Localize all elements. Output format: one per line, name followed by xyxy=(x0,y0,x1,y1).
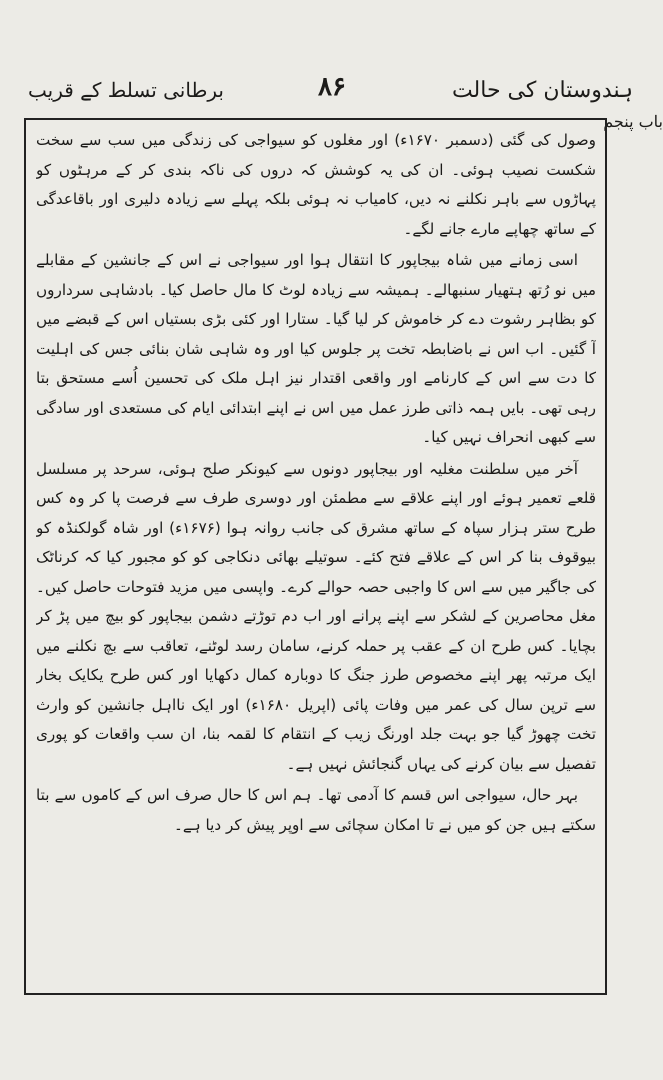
header-left-title: برطانی تسلط کے قریب xyxy=(28,78,224,102)
paragraph: اسی زمانے میں شاہ بیجاپور کا انتقال ہوا اور سیواجی نے اس کے جانشین کے مقابلے میں نو رُتھ ہتھیار سنبھالے۔ ہمیشہ سے زیادہ لوٹ کا مال حاصل کیا۔ بادشاہی سرداروں کو بظاہر رشوت دے کر خاموش کر لیا گیا۔ ستارا اور کئی بڑی بستیاں اس کے قبضے میں آ گئیں۔ اب اس نے باضابطہ تخت پر جلوس کیا اور وہ شاہی شان بنائی جس کی اہلیت کا دت سے اس کے کارنامے اور واقعی اقتدار نیز اہل ملک کی تحسین اُسے مستحق بتا رہی تھی۔ بایں ہمہ ذاتی طرز عمل میں اس نے اپنے ابتدائی ایام کی مستعدی اور سادگی سے کبھی انحراف نہیں کیا۔ xyxy=(36,251,596,446)
chapter-label: باب پنجم xyxy=(603,112,663,131)
paragraph: آخر میں سلطنت مغلیہ اور بیجاپور دونوں سے کیونکر صلح ہوئی، سرحد پر مسلسل قلعے تعمیر ہوئے اور اپنے علاقے سے مطمئن اور دوسری طرف سے فرصت پا کر وہ کس طرح ستر ہزار سپاہ کے ساتھ مشرق کی جانب روانہ ہوا (۱۶۷۶ء) اور شاہ گولکنڈہ کو بیوقوف بنا کر اس کے علاقے فتح کئے۔ سوتیلے بھائی دنکاجی کو کو مجبور کیا کہ کرناٹک کی جاگیر میں سے اس کا واجبی حصہ حوالے کرے۔ واپسی میں مزید فتوحات حاصل کیں۔ مغل محاصرین کے لشکر سے اپنے پرانے اور اب دم توڑتے دشمن بیجاپور کو بیچ میں پڑ کر بچایا۔ کس طرح ان کے عقب پر حملہ کرنے، سامان رسد لوٹنے، تعاقب سے بچ نکلنے میں ایک مرتبہ پھر اپنے مخصوص طرز جنگ کا دوبارہ کمال دکھایا اور کس طرح یکایک بخار سے ترپن سال کی عمر میں وفات پائی (اپریل ۱۶۸۰ء) اور ایک نااہل جانشین کو وارث تخت چھوڑ گیا جو بہت جلد اورنگ زیب کے انتقام کا لقمہ بنا، ان سب واقعات کو پوری تفصیل سے بیان کرنے کی یہاں گنجائش نہیں ہے۔ xyxy=(36,459,596,773)
running-header xyxy=(28,72,633,108)
paragraph: بہر حال، سیواجی اس قسم کا آدمی تھا۔ ہم اس کا حال صرف اس کے کاموں سے بتا سکتے ہیں جن کو میں نے تا امکان سچائی سے اوپر پیش کر دیا ہے۔ xyxy=(36,786,596,834)
paragraph: وصول کی گئی (دسمبر ۱۶۷۰ء) اور مغلوں کو سیواجی کی زندگی میں سب سے سخت شکست نصیب ہوئی۔ ان کی یہ کوشش کہ دروں کی ناکہ بندی کر کے مرہٹوں کو پہاڑوں سے باہر نکلنے نہ دیں، کامیاب نہ ہوئی بلکہ پہلے سے زیادہ دلیری اور باقاعدگی کے ساتھ چھاپے مارے جانے لگے۔ xyxy=(36,131,596,238)
body-text xyxy=(36,126,596,988)
header-right-title: ہندوستان کی حالت xyxy=(451,78,633,103)
page-number: ۸۶ xyxy=(318,72,346,102)
